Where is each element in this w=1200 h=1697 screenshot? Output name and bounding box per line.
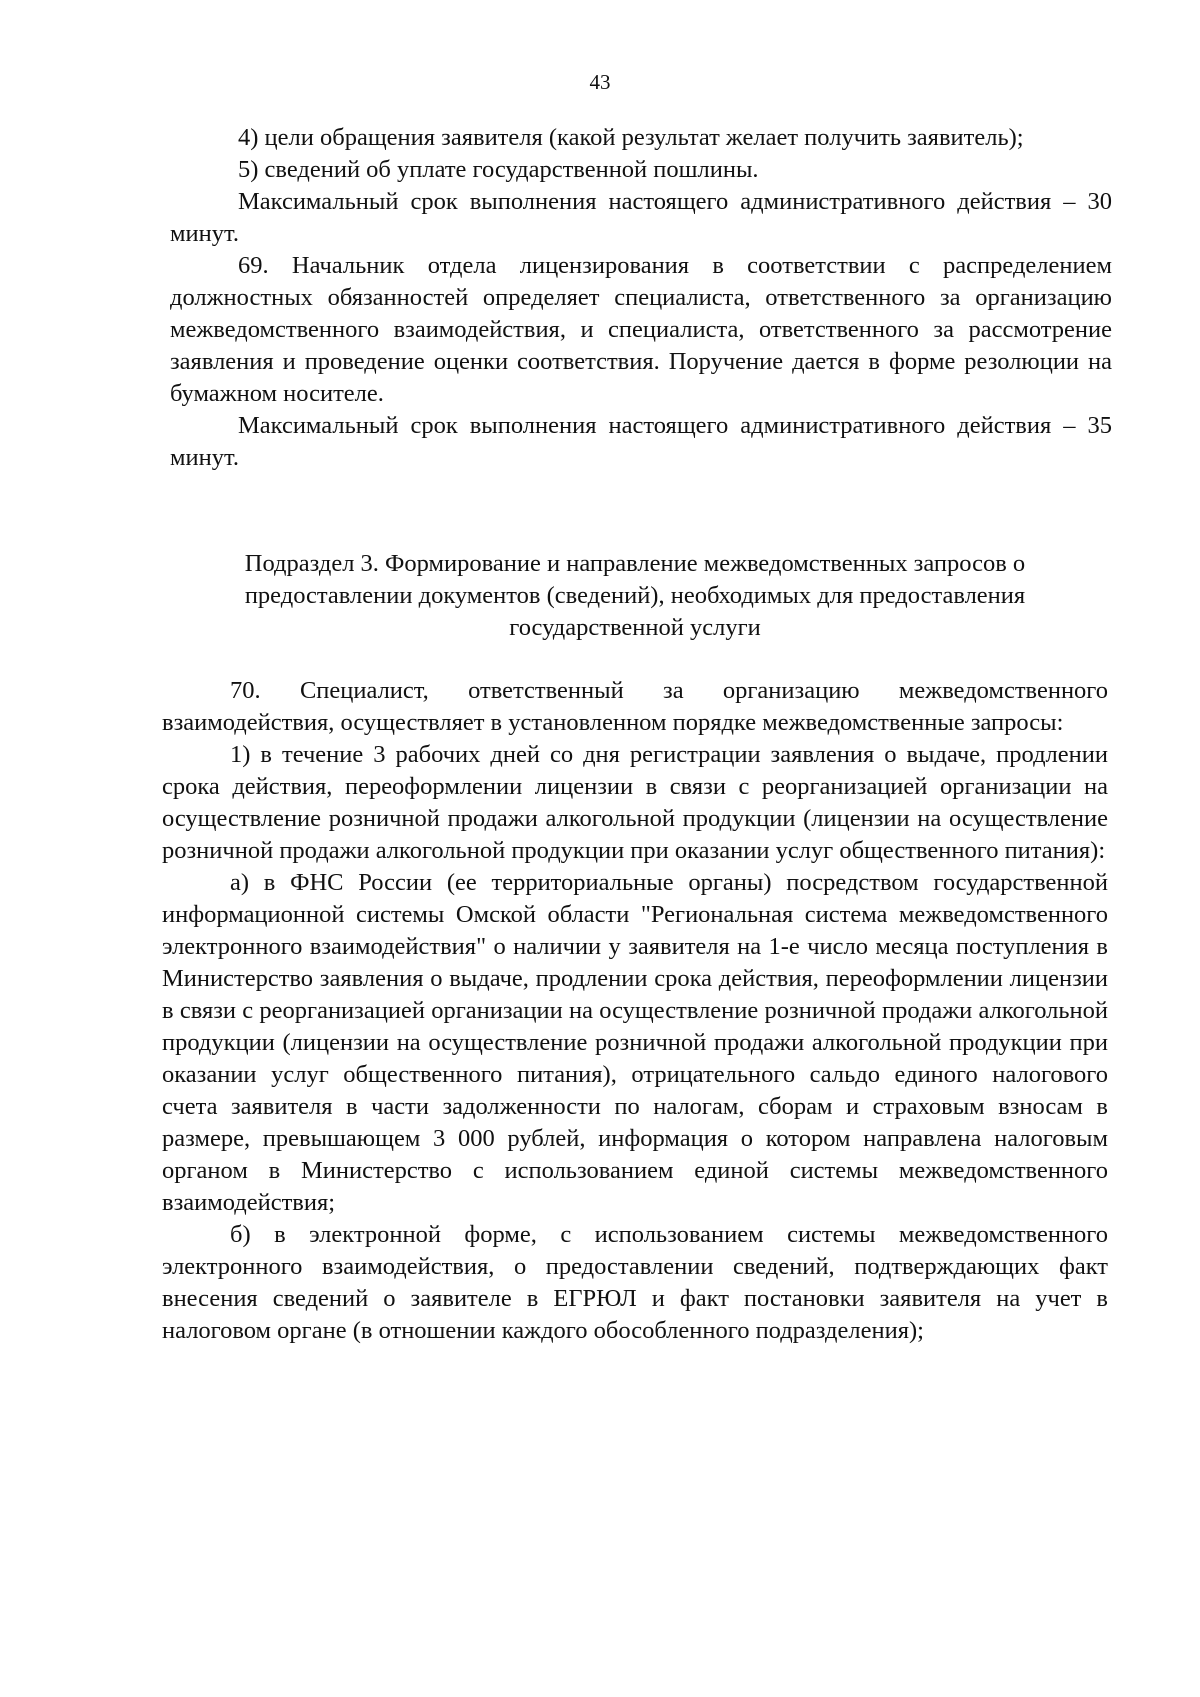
paragraph-subitem-a: а) в ФНС России (ее территориальные органы) посредством государственной информационной системы Омской области "Региональная система межведомственного электронного взаимодействия" о наличии у заявителя на 1-е число месяца поступления в Министерство заявления о выдаче, продлении срока действия, переоформлении лицензии в связи с реорганизацией организации на осуществление розничной продажи алкогольной продукции (лицензии на осуществление розничной продажи алкогольной продукции при оказании услуг общественного питания), отрицательного сальдо единого налогового счета заявителя в части задолженности по налогам, сборам и страховым взносам в размере, превышающем 3 000 рублей, информация о котором направлена налоговым органом в Министерство с использованием единой системы межведомственного взаимодействия; bbox=[162, 869, 1108, 1216]
paragraph-max-term-30: Максимальный срок выполнения настоящего административного действия – 30 минут. bbox=[170, 188, 1112, 247]
paragraph-max-term-35: Максимальный срок выполнения настоящего административного действия – 35 минут. bbox=[170, 412, 1112, 471]
paragraph-69: 69. Начальник отдела лицензирования в соответствии с распределением должностных обязанностей определяет специалиста, ответственного за организацию межведомственного взаимодействия, и специалиста, ответственного за рассмотрение заявления и проведение оценки соответствия. Поручение дается в форме резолюции на бумажном носителе. bbox=[170, 252, 1112, 407]
heading-line: государственной услуги bbox=[509, 614, 761, 641]
text-section-2 bbox=[162, 675, 1108, 1347]
paragraph-item-4: 4) цели обращения заявителя (какой результат желает получить заявитель); bbox=[238, 124, 1024, 151]
subsection-heading bbox=[180, 548, 1090, 644]
paragraph-item-5: 5) сведений об уплате государственной пошлины. bbox=[238, 156, 759, 183]
paragraph-subitem-1: 1) в течение 3 рабочих дней со дня регистрации заявления о выдаче, продлении срока действия, переоформлении лицензии в связи с реорганизацией организации на осуществление розничной продажи алкогольной продукции (лицензии на осуществление розничной продажи алкогольной продукции при оказании услуг общественного питания): bbox=[162, 741, 1108, 864]
page-number: 43 bbox=[589, 70, 611, 94]
text-section-1 bbox=[170, 122, 1112, 474]
paragraph-70: 70. Специалист, ответственный за организацию межведомственного взаимодействия, осуществляет в установленном порядке межведомственные запросы: bbox=[162, 677, 1108, 736]
heading-line: предоставлении документов (сведений), необходимых для предоставления bbox=[244, 582, 1026, 609]
paragraph-subitem-b: б) в электронной форме, с использованием системы межведомственного электронного взаимодействия, о предоставлении сведений, подтверждающих факт внесения сведений о заявителе в ЕГРЮЛ и факт постановки заявителя на учет в налоговом органе (в отношении каждого обособленного подразделения); bbox=[162, 1221, 1108, 1344]
heading-line: Подраздел 3. Формирование и направление межведомственных запросов о bbox=[244, 550, 1026, 577]
